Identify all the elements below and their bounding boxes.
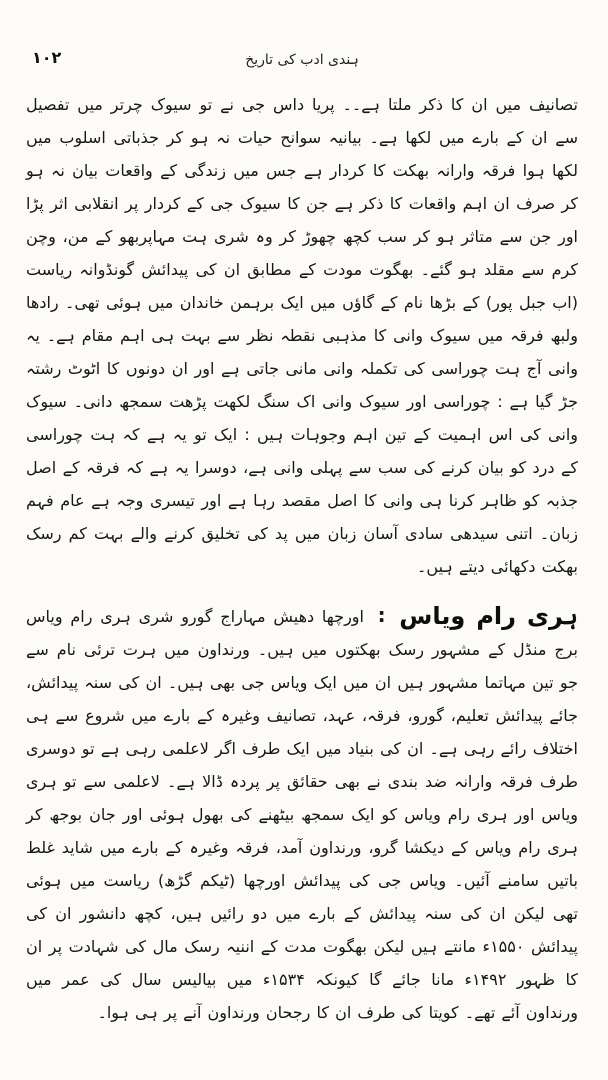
running-title: ہندی ادب کی تاریخ [245, 52, 359, 68]
page-number: ۱۰۲ [32, 48, 62, 67]
page-header [26, 48, 578, 78]
heading-separator: : [367, 603, 396, 627]
section-text: اورچھا دھیش مہاراج گورو شری ہری رام ویاس برج منڈل کے مشہور رسک بھکتوں میں ہیں۔ ورنداون میں ہرت ترئی نام سے جو تین مہاتما مشہور ہیں ان میں ایک ویاس جی بھی ہیں۔ ان کی سنہ پیدائش، جائے پیدائش تعلیم، گورو، فرقہ، عہد، تصانیف وغیرہ کے بارے میں شروع سے ہی اختلاف رائے رہی ہے۔ ان کی بنیاد میں ایک طرف اگر لاعلمی رہی ہے تو دوسری طرف فرقہ وارانہ ضد بندی نے بھی حقائق پر پردہ ڈالا ہے۔ لاعلمی سے تو ہری ویاس اور ہری رام ویاس کو ایک سمجھ بیٹھنے کی بھول ہوئی اور جان بوجھ کر ہری رام ویاس کے دیکشا گرو، ورنداون آمد، فرقہ وغیرہ کے بارے میں شاید غلط باتیں سامنے آئیں۔ ویاس جی کی پیدائش اورچھا (ٹیکم گڑھ) ریاست میں ہوئی تھی لیکن ان کی سنہ پیدائش کے بارے میں دو رائیں ہیں، کچھ دانشور ان کی پیدائش ۱۵۵۰ء مانتے ہیں لیکن بھگوت مدت کے اننیہ رسک مال کی شہادت پر ان کا ظہور ۱۴۹۲ء مانا جائے گا کیونکہ ۱۵۳۴ء میں بیالیس سال کی عمر میں ورنداون آئے تھے۔ کویتا کی طرف ان کا رجحان ورنداون آنے پر ہی ہوا۔ [26, 607, 579, 1022]
section-heading: ہری رام ویاس [399, 602, 578, 630]
paragraph-continuation: تصانیف میں ان کا ذکر ملتا ہے۔۔ پریا داس جی نے تو سیوک چرتر میں تفصیل سے ان کے بارے میں لکھا ہے۔ بیانیہ سوانح حیات نہ ہو کر جذباتی اسلوب میں لکھا ہوا فرقہ وارانہ بھکت کا کردار ہے جس میں زندگی کے واقعات بیان نہ ہو کر صرف ان اہم واقعات کا ذکر ہے جن کا سیوک جی کے کردار پر انقلابی اثر پڑا اور جن سے متاثر ہو کر سب کچھ چھوڑ کر وہ شری ہت مہاپربھو کے من، وچن کرم سے مقلد ہو گئے۔ بھگوت مودت کے مطابق ان کی پیدائش گونڈوانہ ریاست (اب جبل پور) کے بڑھا نام کے گاؤں میں ایک برہمن خاندان میں ہوئی تھی۔ رادھا ولبھ فرقہ میں سیوک وانی کا مذہبی نقطہ نظر سے بہت ہی اہم مقام ہے۔ یہ وانی آج ہت چوراسی کی تکملہ وانی مانی جاتی ہے اور ان دونوں کا اٹوٹ رشتہ جڑ گیا ہے : چوراسی اور سیوک وانی اک سنگ لکھت پڑھت سمجھ دانی۔ سیوک وانی کی اس اہمیت کے تین اہم وجوہات ہیں : ایک تو یہ ہے کہ ہت چوراسی کے درد کو بیان کرنے کی سب سے پہلی وانی ہے، دوسرا یہ ہے کہ فرقہ کے اصل جذبہ کو ظاہر کرنا ہی وانی کا اصل مقصد رہا ہے اور تیسری وجہ ہے عام فہم زبان۔ اتنی سیدھی سادی آسان زبان میں پد کی تخلیق کرنے والے بہت کم رسک بھکت دکھائی دیتے ہیں۔ [26, 95, 578, 576]
section-paragraph [26, 599, 578, 1029]
